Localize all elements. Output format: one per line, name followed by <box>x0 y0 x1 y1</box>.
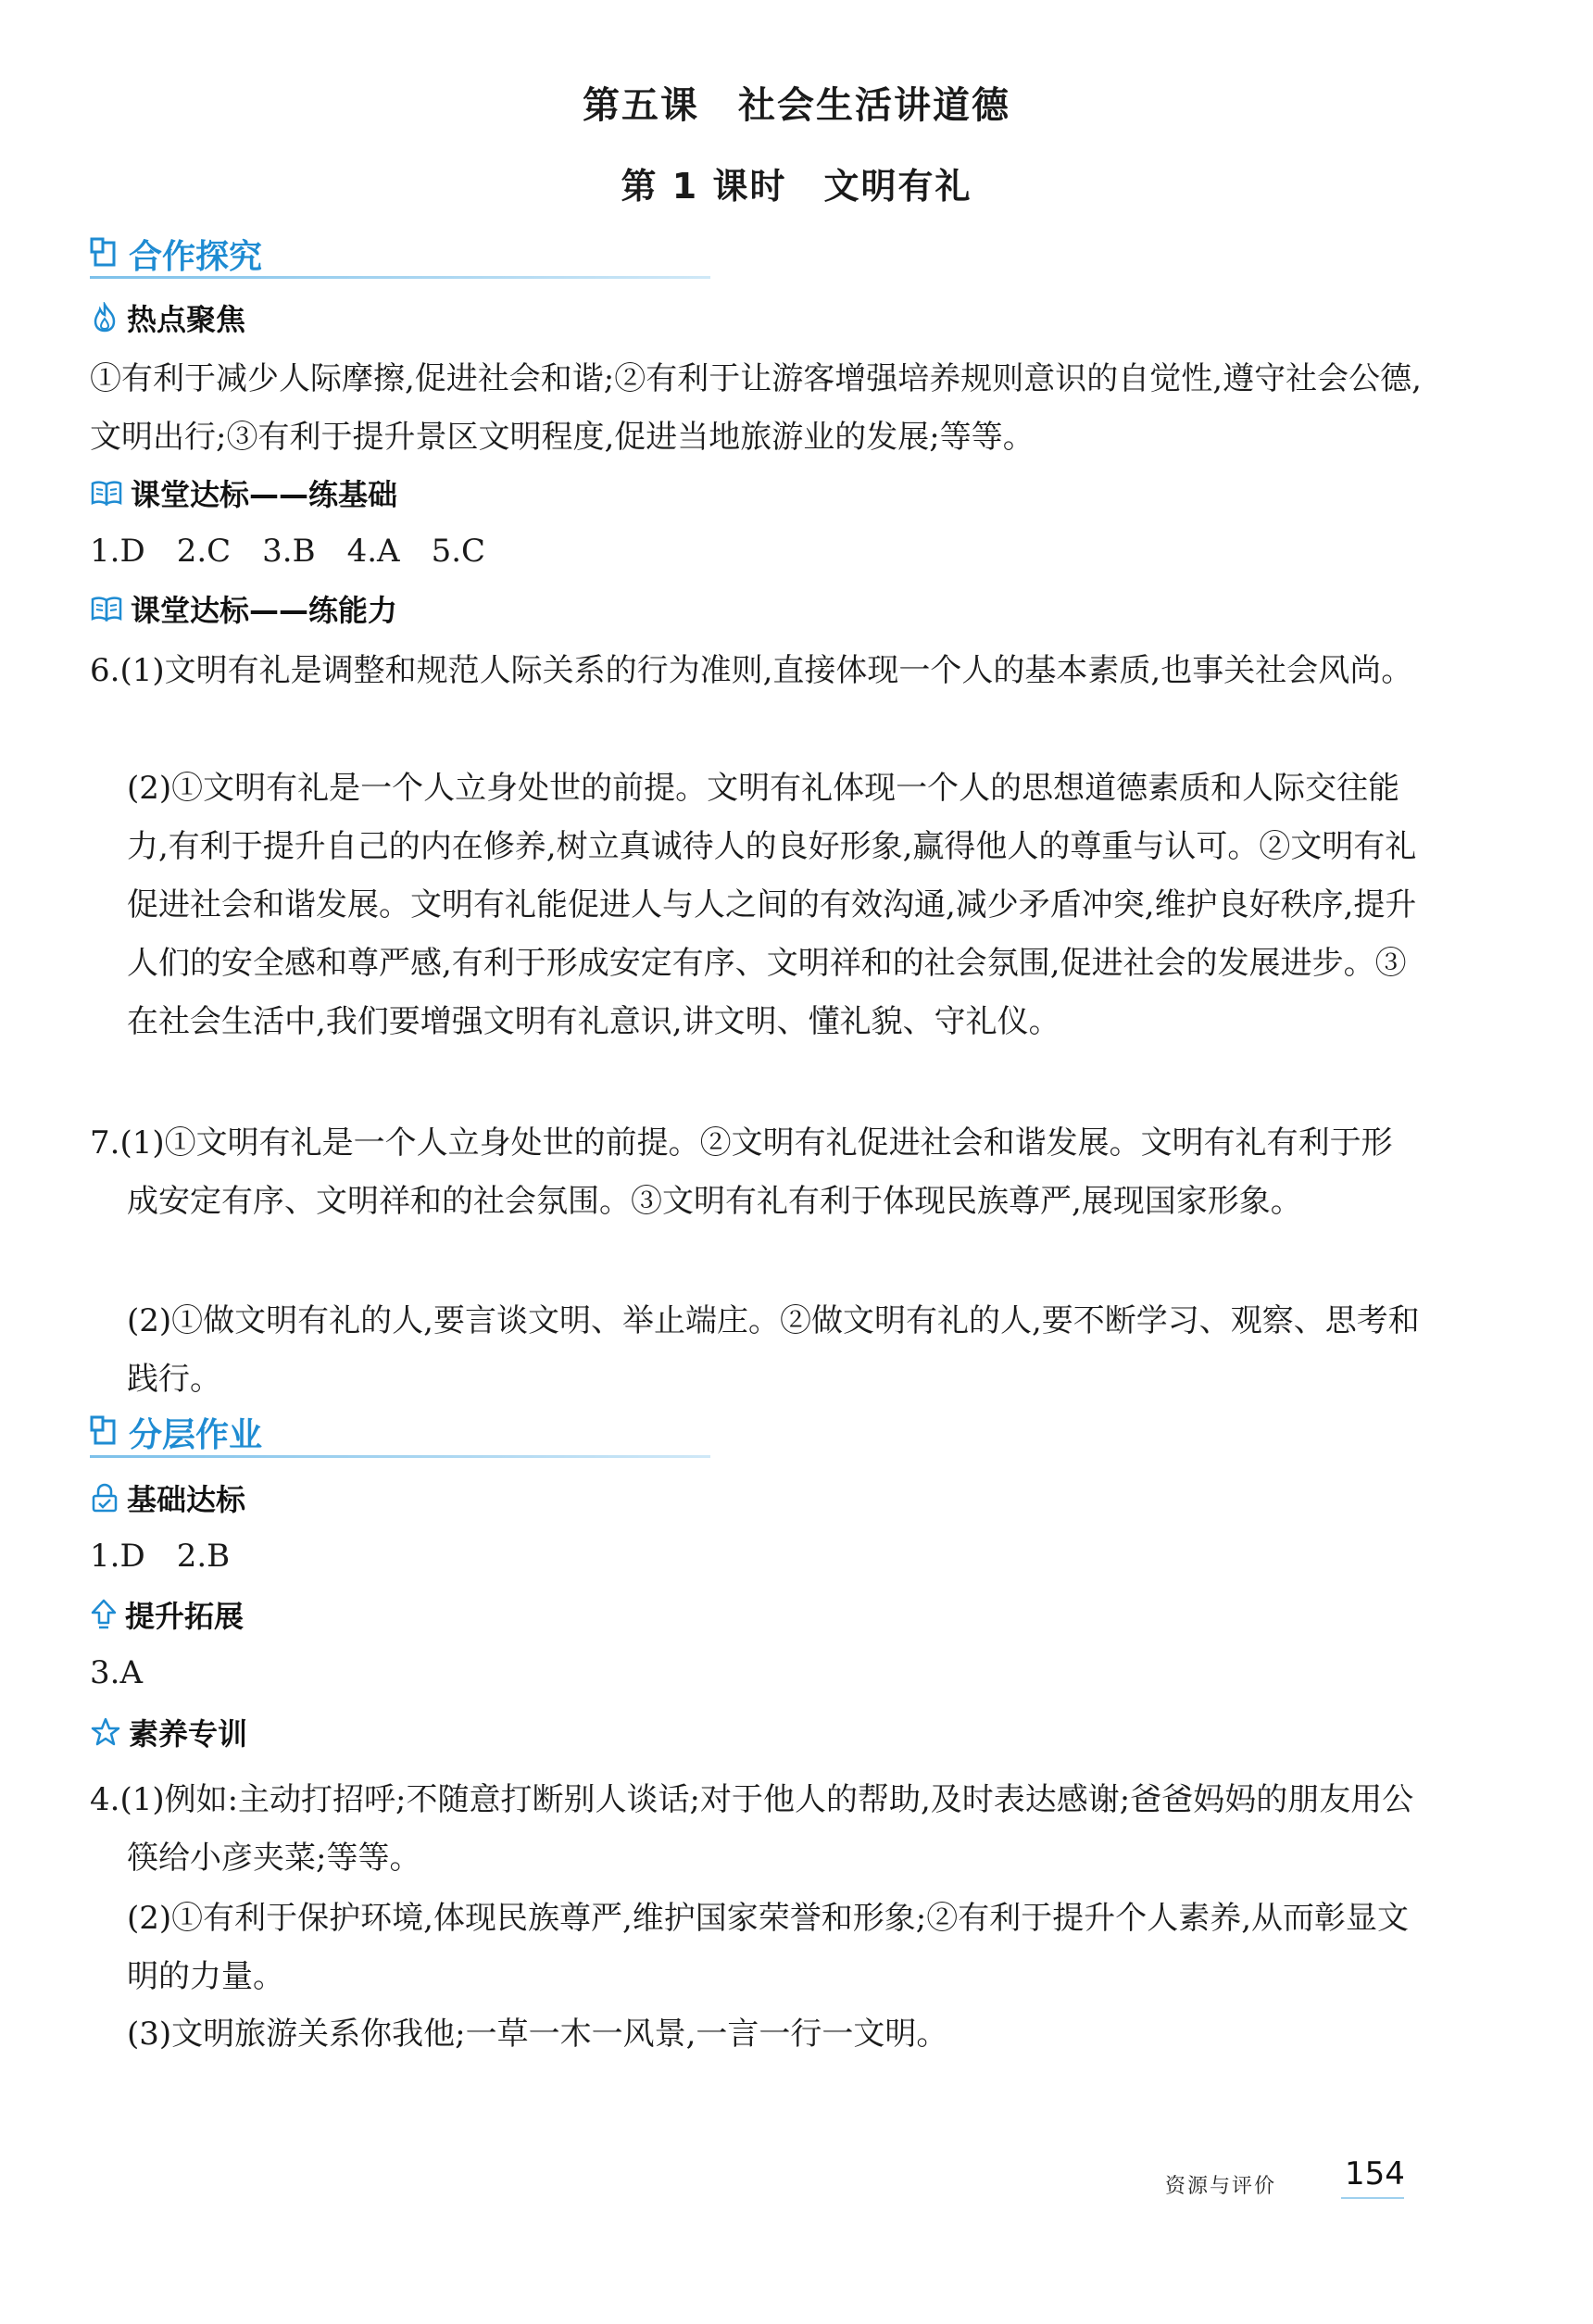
basic-answers: 1.D 2.B <box>90 1538 231 1575</box>
star-icon <box>90 1716 121 1748</box>
bookmark-icon <box>90 237 121 270</box>
subsection-basic-label: 基础达标 <box>127 1482 246 1517</box>
bookmark-icon <box>90 1415 121 1449</box>
subsection-extend-label: 提升拓展 <box>125 1599 245 1634</box>
open-book-icon <box>90 479 123 507</box>
subsection-literacy-header <box>90 1714 247 1751</box>
section-cooperate-label: 合作探究 <box>129 237 263 276</box>
section-cooperate-header <box>90 231 262 277</box>
question-4-part-3: (3)文明旅游关系你我他;一草一木一风景,一言一行一文明。 <box>127 2016 948 2053</box>
hotspot-text: ①有利于减少人际摩擦,促进社会和谐;②有利于让游客增强培养规则意识的自觉性,遵守社会公德,文明出行;③有利于提升景区文明程度,促进当地旅游业的发展;等等。 <box>90 360 1422 456</box>
subsection-extend-header <box>90 1596 244 1633</box>
section-homework-label: 分层作业 <box>129 1415 263 1454</box>
lock-icon <box>90 1482 119 1514</box>
footer-label: 资源与评价 <box>1165 2175 1277 2198</box>
subsection-hotspot-label: 热点聚焦 <box>127 302 246 337</box>
question-4-part-1: 4.(1)例如:主动打招呼;不随意打断别人谈话;对于他人的帮助,及时表达感谢;爸爸妈妈的朋友用公筷给小彦夹菜;等等。 <box>90 1781 1414 1877</box>
lesson-title: 第五课 社会生活讲道德 <box>583 84 1010 127</box>
lesson-subtitle: 第 1 课时 文明有礼 <box>621 166 972 207</box>
flame-icon <box>90 302 119 333</box>
question-6-part-2: (2)①文明有礼是一个人立身处世的前提。文明有礼体现一个人的思想道德素质和人际交往能力,有利于提升自己的内在修养,树立真诚待人的良好形象,赢得他人的尊重与认可。②文明有礼促进社会和谐发展。文明有礼能促进人与人之间的有效沟通,减少矛盾冲突,维护良好秩序,提升人们的安全感和尊严感,有利于形成安定有序、文明祥和的社会氛围,促进社会的发展进步。③在社会生活中,我们要增强文明有礼意识,讲文明、懂礼貌、守礼仪。 <box>127 770 1417 1040</box>
subsection-basic-header <box>90 1479 245 1516</box>
extend-answers: 3.A <box>90 1654 143 1691</box>
page-number-underline <box>1341 2197 1404 2199</box>
question-7-part-1: 7.(1)①文明有礼是一个人立身处世的前提。②文明有礼促进社会和谐发展。文明有礼有利于形成安定有序、文明祥和的社会氛围。③文明有礼有利于体现民族尊严,展现国家形象。 <box>90 1124 1393 1220</box>
subsection-ability-label: 课堂达标——练能力 <box>131 593 398 628</box>
question-6-part-1: 6.(1)文明有礼是调整和规范人际关系的行为准则,直接体现一个人的基本素质,也事关社会风尚。 <box>90 652 1413 689</box>
section-divider <box>90 1455 710 1458</box>
up-arrow-icon <box>90 1598 118 1631</box>
section-homework-header <box>90 1409 262 1455</box>
subsection-ability-header <box>90 590 397 627</box>
subsection-literacy-label: 素养专训 <box>129 1716 248 1752</box>
subsection-basics-label: 课堂达标——练基础 <box>131 477 398 512</box>
subsection-hotspot-header <box>90 299 245 336</box>
question-4-part-2: (2)①有利于保护环境,体现民族尊严,维护国家荣誉和形象;②有利于提升个人素养,从而彰显文明的力量。 <box>127 1900 1410 1995</box>
page-number: 154 <box>1345 2155 1405 2192</box>
section-divider <box>90 276 710 279</box>
basics-answers: 1.D 2.C 3.B 4.A 5.C <box>90 533 486 570</box>
open-book-icon <box>90 595 123 622</box>
question-7-part-2: (2)①做文明有礼的人,要言谈文明、举止端庄。②做文明有礼的人,要不断学习、观察、思考和践行。 <box>127 1302 1420 1398</box>
subsection-basics-header <box>90 474 397 511</box>
